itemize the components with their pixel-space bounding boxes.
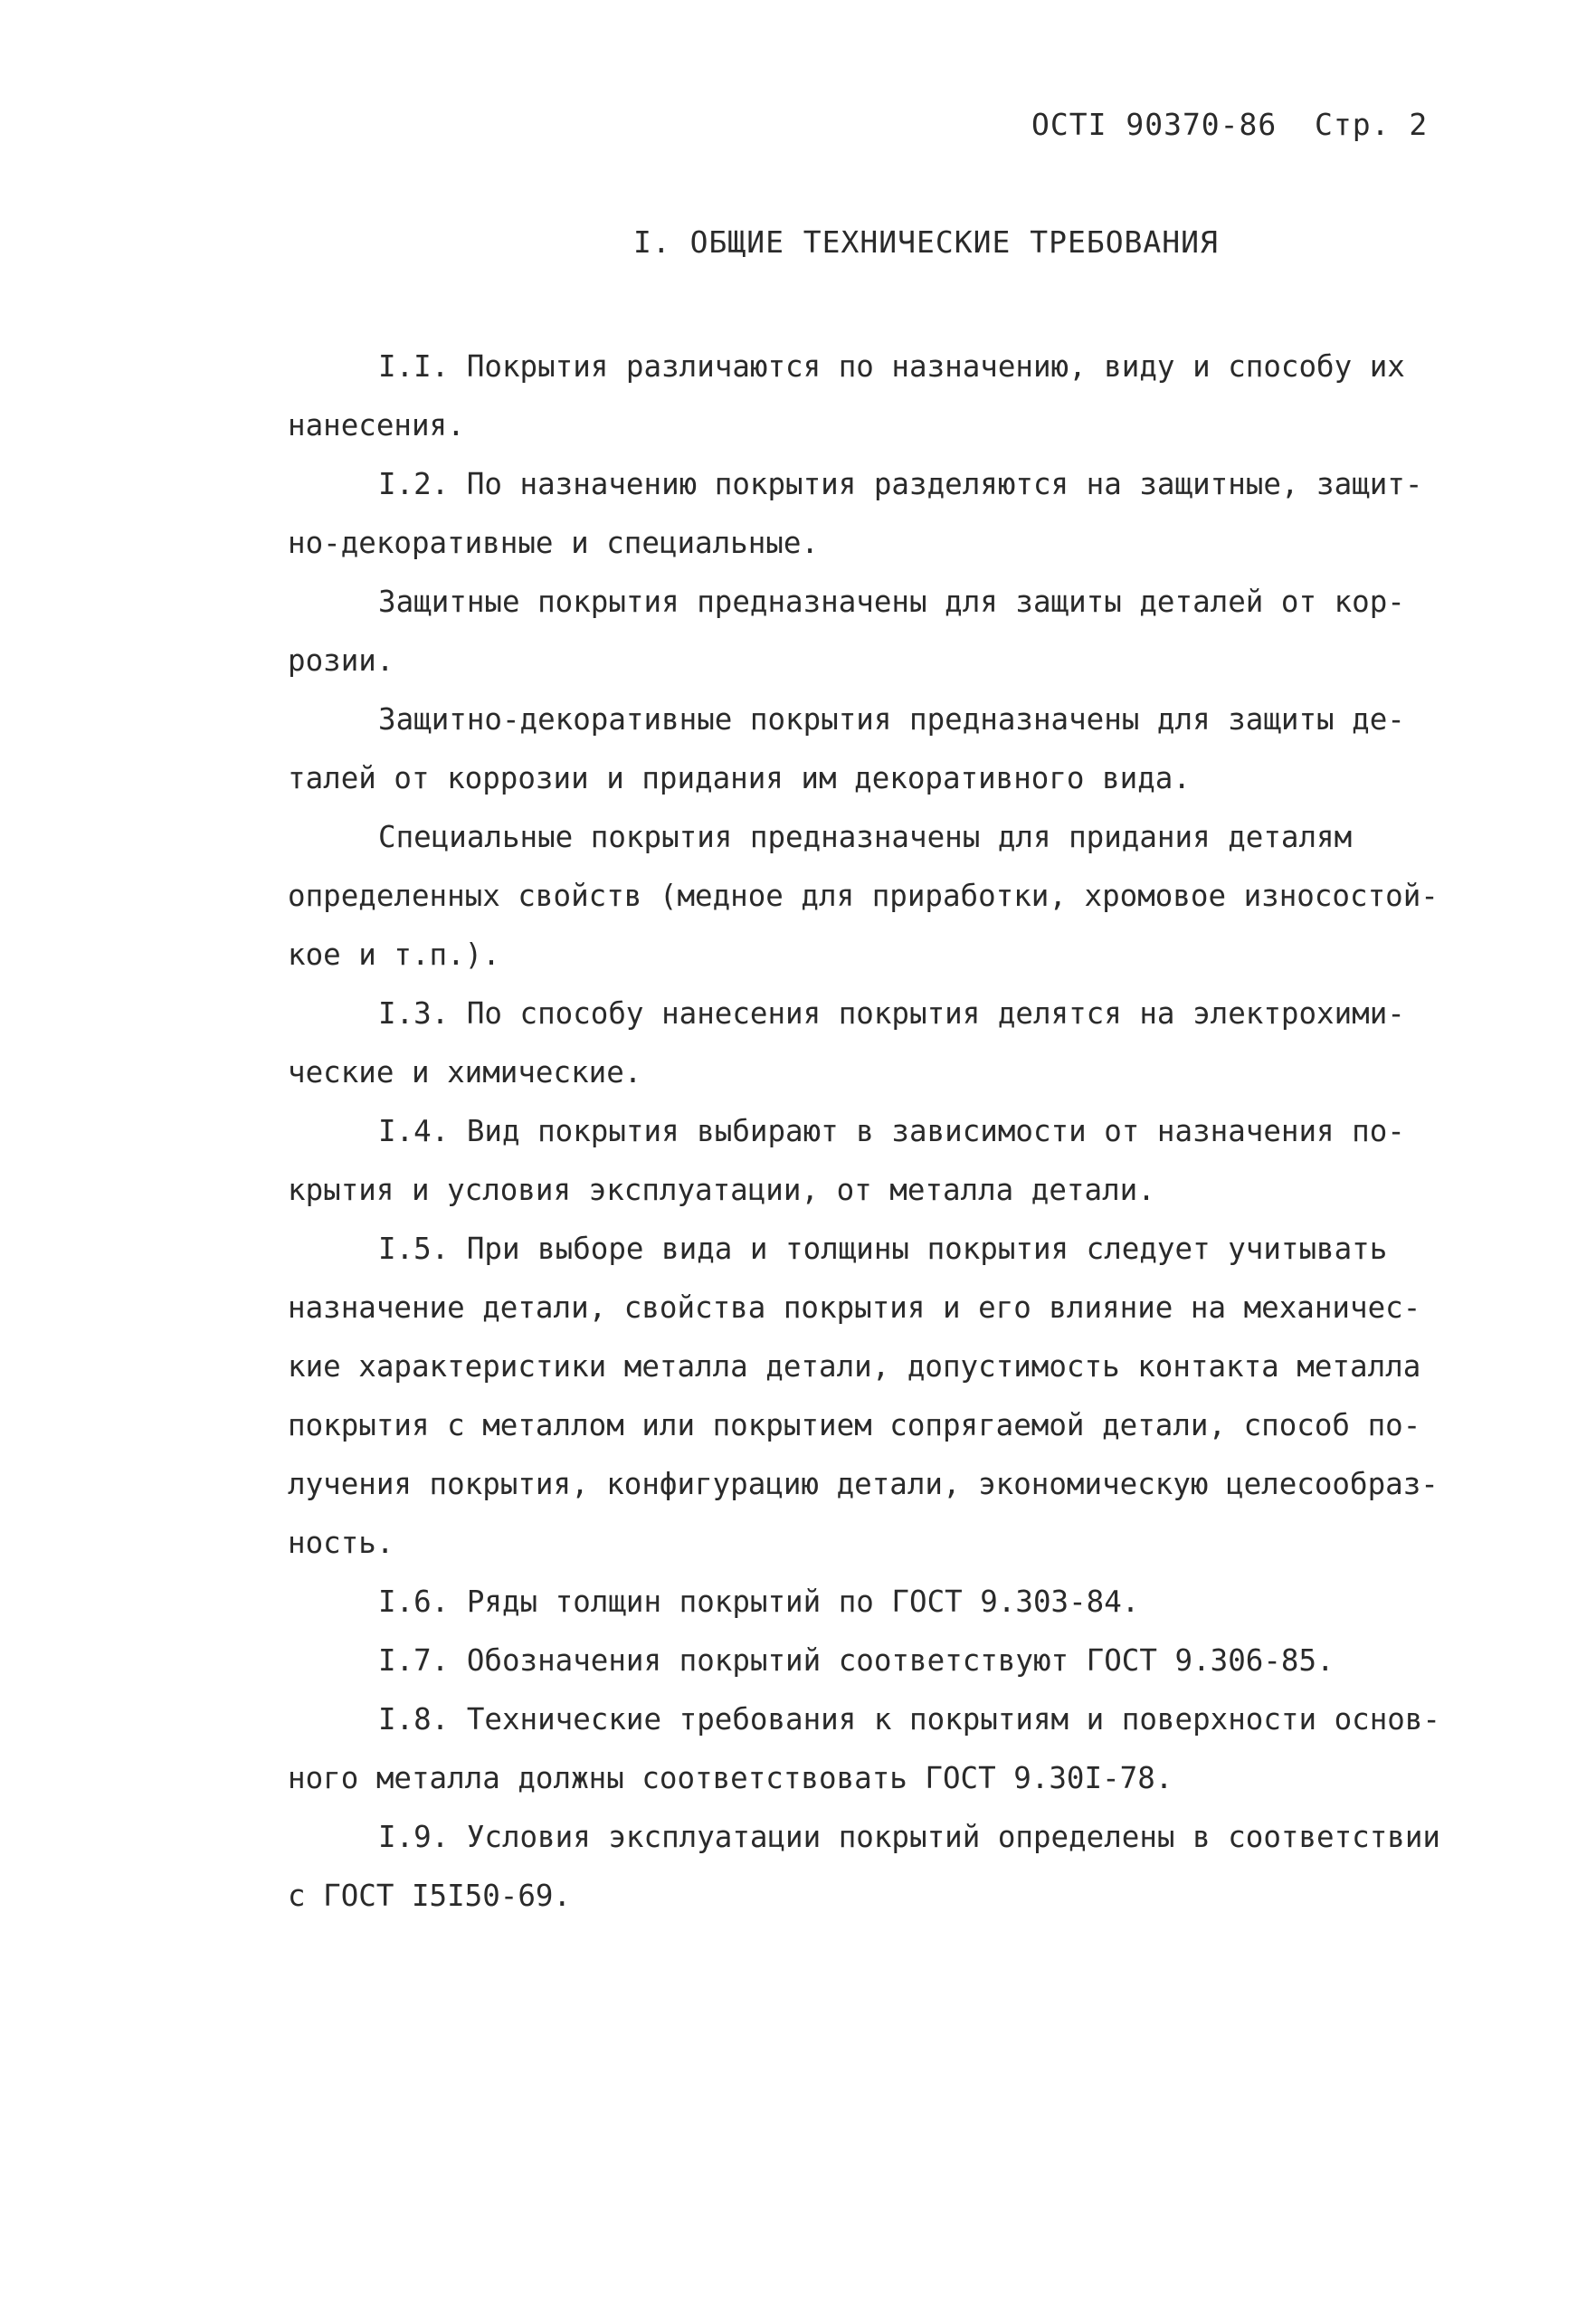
text-line: I.4. Вид покрытия выбирают в зависимости от назначения по- <box>378 1114 1405 1148</box>
text-line: ческие и химические. <box>288 1055 642 1090</box>
text-line: кое и т.п.). <box>288 937 500 972</box>
text-line: I.6. Ряды толщин покрытий по ГОСТ 9.303-84. <box>378 1585 1140 1619</box>
text-line: розии. <box>288 643 394 678</box>
text-line: кие характеристики металла детали, допустимость контакта металла <box>288 1349 1421 1384</box>
page-number: Стр. 2 <box>1315 107 1429 142</box>
text-line: I.7. Обозначения покрытий соответствуют ГОСТ 9.306-85. <box>378 1643 1335 1678</box>
text-line: Специальные покрытия предназначены для придания деталям <box>378 820 1353 854</box>
text-line: с ГОСТ I5I50-69. <box>288 1879 572 1913</box>
text-line: I.3. По способу нанесения покрытия делятся на электрохими- <box>378 996 1405 1031</box>
text-line: I.2. По назначению покрытия разделяются на защитные, защит- <box>378 467 1423 501</box>
section-title: I. ОБЩИЕ ТЕХНИЧЕСКИЕ ТРЕБОВАНИЯ <box>633 224 1219 260</box>
text-line: I.5. При выборе вида и толщины покрытия следует учитывать <box>378 1232 1388 1266</box>
text-line: определенных свойств (медное для приработки, хромовое износостой- <box>288 879 1439 913</box>
text-line: ного металла должны соответствовать ГОСТ 9.30I-78. <box>288 1761 1173 1795</box>
text-line: ность. <box>288 1526 394 1560</box>
text-line: лучения покрытия, конфигурацию детали, экономическую целесообраз- <box>288 1467 1439 1501</box>
text-line: крытия и условия эксплуатации, от металла детали. <box>288 1173 1155 1207</box>
text-line: талей от коррозии и придания им декоративного вида. <box>288 761 1191 795</box>
text-line: I.I. Покрытия различаются по назначению, виду и способу их <box>378 349 1405 384</box>
text-line: Защитные покрытия предназначены для защиты деталей от кор- <box>378 585 1405 619</box>
text-line: нанесения. <box>288 408 465 443</box>
text-line: I.8. Технические требования к покрытиям и поверхности основ- <box>378 1702 1440 1737</box>
section-body <box>288 338 1491 1926</box>
text-line: назначение детали, свойства покрытия и его влияние на механичес- <box>288 1290 1421 1325</box>
document-reference: ОСТI 90370-86 <box>1031 107 1278 142</box>
text-line: Защитно-декоративные покрытия предназначены для защиты де- <box>378 702 1405 737</box>
text-line: покрытия с металлом или покрытием сопрягаемой детали, способ по- <box>288 1408 1421 1442</box>
text-line: I.9. Условия эксплуатации покрытий определены в соответствии <box>378 1820 1440 1854</box>
page-header <box>1031 107 1428 142</box>
text-line: но-декоративные и специальные. <box>288 526 819 560</box>
